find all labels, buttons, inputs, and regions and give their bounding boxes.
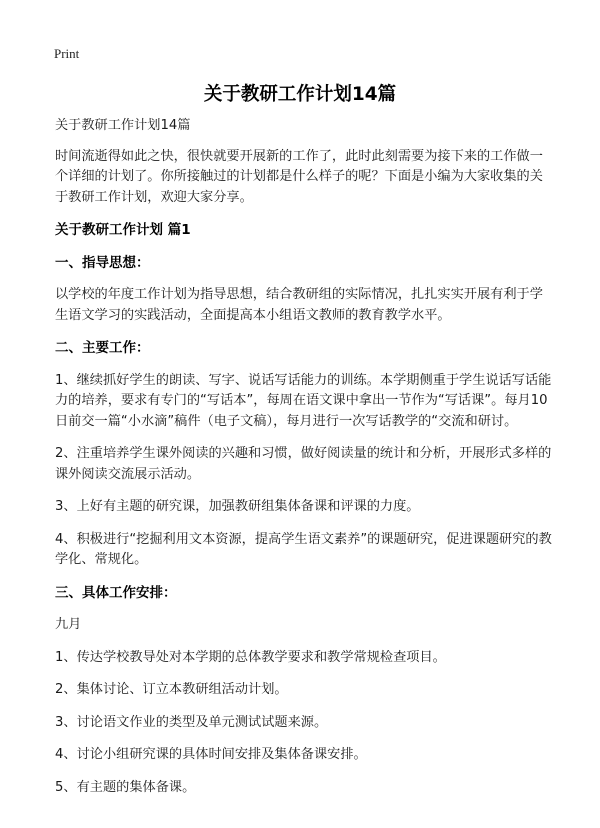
work-item: 1、继续抓好学生的朗读、写字、说话写话能力的训练。本学期侧重于学生说话写话能力的培养，要求有专门的“写话本”，每周在语文课中拿出一节作为“写话课”。每月10日前交一篇“小水滴”稿件（电子文稿），每月进行一次写话教学的“交流和研讨。 bbox=[55, 372, 552, 429]
document-body bbox=[55, 116, 555, 810]
schedule-item: 5、有主题的集体备课。 bbox=[55, 779, 196, 795]
work-item: 4、积极进行“挖掘利用文本资源，提高学生语文素养”的课题研究，促进课题研究的教学化、常规化。 bbox=[55, 531, 552, 567]
print-link[interactable]: Print bbox=[54, 46, 80, 61]
heading-main-work: 二、主要工作： bbox=[55, 340, 150, 356]
work-item: 2、注重培养学生课外阅读的兴趣和习惯，做好阅读量的统计和分析，开展形式多样的课外阅读交流展示活动。 bbox=[55, 446, 552, 482]
section-title: 关于教研工作计划 篇1 bbox=[55, 222, 191, 238]
heading-guiding-ideology: 一、指导思想： bbox=[55, 254, 150, 271]
page-title: 关于教研工作计划14篇 bbox=[203, 84, 397, 105]
schedule-item: 1、传达学校教导处对本学期的总体教学要求和教学常规检查项目。 bbox=[55, 649, 446, 665]
heading-schedule: 三、具体工作安排： bbox=[55, 584, 177, 601]
work-item: 3、上好有主题的研究课，加强教研组集体备课和评课的力度。 bbox=[55, 499, 420, 514]
schedule-item: 3、讨论语文作业的类型及单元测试试题来源。 bbox=[55, 714, 328, 730]
document-subtitle: 关于教研工作计划14篇 bbox=[55, 118, 191, 133]
schedule-item: 2、集体讨论、订立本教研组活动计划。 bbox=[55, 682, 288, 697]
intro-paragraph: 时间流逝得如此之快，很快就要开展新的工作了，此时此刻需要为接下来的工作做一个详细的计划了。你所接触过的计划都是什么样子的呢？下面是小编为大家收集的关于教研工作计划，欢迎大家分享。 bbox=[55, 148, 543, 205]
schedule-item: 4、讨论小组研究课的具体时间安排及集体备课安排。 bbox=[55, 747, 367, 762]
guiding-ideology-paragraph: 以学校的年度工作计划为指导思想，结合教研组的实际情况，扎扎实实开展有利于学生语文学习的实践活动，全面提高本小组语文教师的教育教学水平。 bbox=[55, 287, 543, 323]
month-label: 九月 bbox=[55, 617, 82, 632]
